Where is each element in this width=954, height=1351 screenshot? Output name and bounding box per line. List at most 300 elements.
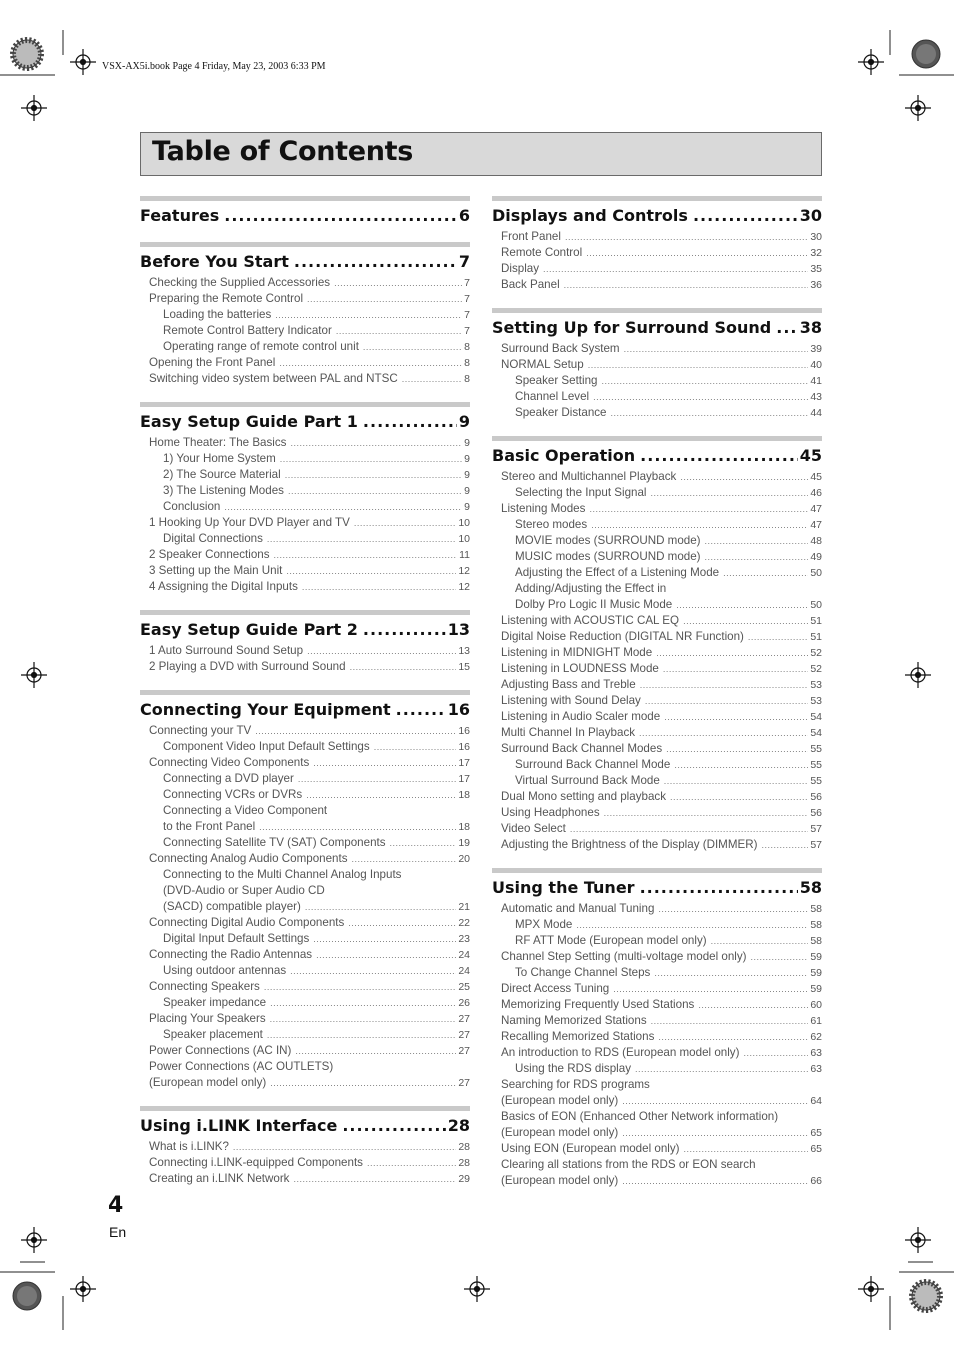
dot-leader [658, 901, 808, 917]
entry-title: Power Connections (AC IN) [149, 1044, 292, 1057]
entry-title: Recalling Memorized Stations [501, 1030, 655, 1043]
entry-title: RF ATT Mode (European model only) [515, 934, 707, 947]
toc-entry[interactable] [140, 643, 470, 659]
entry-title: Naming Memorized Stations [501, 1014, 647, 1027]
section-page: 58 [799, 878, 822, 897]
entry-title: Basics of EON (Enhanced Other Network information) [501, 1110, 779, 1123]
dot-leader [259, 819, 456, 835]
entry-page: 66 [810, 1175, 822, 1187]
dot-leader [288, 483, 462, 499]
entry-title: (SACD) compatible player) [163, 900, 301, 913]
toc-entry[interactable] [492, 1013, 822, 1029]
dot-leader [776, 317, 797, 339]
dot-leader [640, 877, 798, 899]
toc-entry[interactable] [140, 579, 470, 595]
entry-title: 2) The Source Material [163, 468, 281, 481]
section-rule [140, 610, 470, 615]
title-bar [140, 132, 822, 176]
toc-entry[interactable] [492, 629, 822, 645]
dot-leader [640, 445, 798, 467]
toc-entry[interactable] [140, 803, 470, 819]
entry-page: 25 [458, 981, 470, 993]
entry-title: Dual Mono setting and playback [501, 790, 666, 803]
toc-entry[interactable] [492, 949, 822, 965]
entry-title: Virtual Surround Back Mode [515, 774, 660, 787]
toc-section [140, 402, 470, 595]
print-header: VSX-AX5i.book Page 4 Friday, May 23, 2003 6:33 PM [102, 61, 326, 72]
toc-entry[interactable] [140, 451, 470, 467]
entry-title: Selecting the Input Signal [515, 486, 647, 499]
toc-entry[interactable] [492, 1141, 822, 1157]
entry-page: 27 [458, 1013, 470, 1025]
entry-page: 10 [458, 533, 470, 545]
entry-page: 8 [464, 341, 470, 353]
dot-leader [350, 659, 457, 675]
dot-leader [363, 339, 462, 355]
toc-entry[interactable] [492, 821, 822, 837]
toc-entry[interactable] [492, 1061, 822, 1077]
entry-page: 57 [810, 839, 822, 851]
toc-entry[interactable] [492, 597, 822, 613]
page-title: Table of Contents [152, 136, 414, 167]
toc-entry[interactable] [492, 1173, 822, 1189]
entry-page: 53 [810, 695, 822, 707]
entry-title: Digital Input Default Settings [163, 932, 310, 945]
dot-leader [305, 899, 456, 915]
toc-entry[interactable] [140, 819, 470, 835]
dot-leader [705, 549, 809, 565]
toc-entry[interactable] [140, 851, 470, 867]
dot-leader [622, 1125, 808, 1141]
entry-title: Conclusion [163, 500, 221, 513]
entry-page: 59 [810, 983, 822, 995]
toc-entry[interactable] [492, 981, 822, 997]
entry-page: 18 [458, 821, 470, 833]
dot-leader [396, 699, 446, 721]
dot-leader [651, 1013, 809, 1029]
toc-entry[interactable] [492, 789, 822, 805]
dot-leader [640, 677, 809, 693]
toc-entry[interactable] [492, 661, 822, 677]
entry-title: MUSIC modes (SURROUND mode) [515, 550, 701, 563]
toc-entry[interactable] [140, 515, 470, 531]
entry-page: 9 [464, 485, 470, 497]
dot-leader [748, 629, 808, 645]
page-number: 4 [108, 1193, 124, 1218]
dot-leader [676, 597, 808, 613]
dot-leader [651, 485, 809, 501]
toc-section-heading[interactable] [140, 205, 470, 227]
entry-page: 27 [458, 1029, 470, 1041]
entry-page: 16 [458, 725, 470, 737]
entry-page: 23 [458, 933, 470, 945]
entry-page: 54 [810, 727, 822, 739]
toc-entry[interactable] [492, 901, 822, 917]
dot-leader [664, 773, 809, 789]
dot-leader [570, 821, 808, 837]
entry-title: Component Video Input Default Settings [163, 740, 370, 753]
entry-page: 51 [810, 631, 822, 643]
toc-entry[interactable] [492, 1125, 822, 1141]
section-rule [492, 436, 822, 441]
dot-leader [306, 787, 456, 803]
entry-page: 56 [810, 791, 822, 803]
dot-leader [622, 1093, 808, 1109]
toc-section-heading[interactable] [140, 619, 470, 641]
dot-leader [602, 373, 809, 389]
toc-entry[interactable] [492, 693, 822, 709]
section-rule [492, 308, 822, 313]
section-title: Using the Tuner [492, 878, 635, 897]
entry-page: 52 [810, 663, 822, 675]
dot-leader [290, 435, 462, 451]
entry-page: 43 [810, 391, 822, 403]
entry-page: 18 [458, 789, 470, 801]
entry-title: Connecting Analog Audio Components [149, 852, 348, 865]
toc-section-heading[interactable] [492, 205, 822, 227]
toc-entry[interactable] [492, 245, 822, 261]
dot-leader [654, 965, 808, 981]
toc-entry[interactable] [492, 389, 822, 405]
toc-entry[interactable] [140, 787, 470, 803]
entry-page: 19 [458, 837, 470, 849]
toc-entry[interactable] [140, 755, 470, 771]
entry-title: Direct Access Tuning [501, 982, 610, 995]
section-page: 38 [799, 318, 822, 337]
toc-section [140, 196, 470, 227]
toc-entry[interactable] [492, 373, 822, 389]
toc-entry[interactable] [140, 531, 470, 547]
toc-entry[interactable] [492, 805, 822, 821]
entry-page: 61 [810, 1015, 822, 1027]
entry-title: Clearing all stations from the RDS or EON search [501, 1158, 756, 1171]
entry-page: 17 [458, 757, 470, 769]
dot-leader [402, 371, 462, 387]
entry-title: Dolby Pro Logic II Music Mode [515, 598, 673, 611]
entry-page: 32 [810, 247, 822, 259]
entry-title: (European model only) [149, 1076, 267, 1089]
entry-page: 60 [810, 999, 822, 1011]
dot-leader [684, 1141, 809, 1157]
toc-entry[interactable] [492, 917, 822, 933]
toc-entry[interactable] [140, 435, 470, 451]
dot-leader [674, 757, 808, 773]
toc-section [140, 1106, 470, 1187]
entry-title: MOVIE modes (SURROUND mode) [515, 534, 701, 547]
toc-entry[interactable] [492, 677, 822, 693]
entry-title: Connecting i.LINK-equipped Components [149, 1156, 363, 1169]
entry-page: 65 [810, 1143, 822, 1155]
section-page: 30 [799, 206, 822, 225]
toc-entry[interactable] [140, 1059, 470, 1075]
entry-title: Operating range of remote control unit [163, 340, 359, 353]
entry-title: Connecting Satellite TV (SAT) Components [163, 836, 386, 849]
toc-entry[interactable] [140, 915, 470, 931]
toc-entry[interactable] [492, 1045, 822, 1061]
entry-page: 59 [810, 951, 822, 963]
dot-leader [666, 741, 808, 757]
dot-leader [711, 933, 809, 949]
entry-page: 22 [458, 917, 470, 929]
toc-entry[interactable] [140, 899, 470, 915]
entry-title: Using outdoor antennas [163, 964, 287, 977]
toc-entry[interactable] [140, 947, 470, 963]
toc-section-heading[interactable] [140, 411, 470, 433]
toc-entry[interactable] [140, 1027, 470, 1043]
dot-leader [658, 1029, 808, 1045]
toc-entry[interactable] [140, 659, 470, 675]
toc-entry[interactable] [140, 995, 470, 1011]
toc-entry[interactable] [492, 837, 822, 853]
toc-entry[interactable] [492, 581, 822, 597]
entry-title: MPX Mode [515, 918, 573, 931]
dot-leader [342, 1115, 445, 1137]
entry-title: Listening with ACOUSTIC CAL EQ [501, 614, 680, 627]
dot-leader [295, 1043, 456, 1059]
toc-entry[interactable] [492, 549, 822, 565]
entry-page: 8 [464, 357, 470, 369]
toc-entry[interactable] [140, 1011, 470, 1027]
toc-entry[interactable] [492, 1157, 822, 1173]
entry-page: 36 [810, 279, 822, 291]
section-rule [492, 196, 822, 201]
toc-entry[interactable] [492, 501, 822, 517]
entry-page: 44 [810, 407, 822, 419]
section-page: 9 [458, 412, 470, 431]
entry-title: What is i.LINK? [149, 1140, 229, 1153]
toc-entry[interactable] [492, 277, 822, 293]
toc-entry[interactable] [492, 725, 822, 741]
entry-title: Front Panel [501, 230, 561, 243]
toc-entry[interactable] [140, 1075, 470, 1091]
entry-page: 49 [810, 551, 822, 563]
dot-leader [751, 949, 809, 965]
toc-section-heading[interactable] [140, 699, 470, 721]
toc-entry[interactable] [492, 933, 822, 949]
entry-page: 63 [810, 1063, 822, 1075]
dot-leader [586, 245, 808, 261]
toc-section-heading[interactable] [492, 445, 822, 467]
toc-entry[interactable] [140, 1155, 470, 1171]
toc-section [140, 610, 470, 675]
entry-page: 9 [464, 453, 470, 465]
toc-entry[interactable] [492, 485, 822, 501]
toc-entry[interactable] [140, 723, 470, 739]
entry-page: 47 [810, 503, 822, 515]
section-page: 6 [458, 206, 470, 225]
dot-leader [639, 725, 808, 741]
dot-leader [302, 579, 456, 595]
dot-leader [543, 261, 808, 277]
toc-entry[interactable] [140, 1139, 470, 1155]
section-title: Basic Operation [492, 446, 636, 465]
toc-entry[interactable] [492, 773, 822, 789]
entry-page: 26 [458, 997, 470, 1009]
entry-page: 7 [464, 293, 470, 305]
dot-leader [307, 643, 456, 659]
dot-leader [267, 531, 456, 547]
entry-title: 1) Your Home System [163, 452, 276, 465]
entry-title: Opening the Front Panel [149, 356, 276, 369]
toc-entry[interactable] [140, 483, 470, 499]
toc-entry[interactable] [492, 229, 822, 245]
toc-entry[interactable] [140, 883, 470, 899]
entry-page: 30 [810, 231, 822, 243]
entry-title: Stereo modes [515, 518, 588, 531]
section-rule [492, 868, 822, 873]
toc-entry[interactable] [492, 261, 822, 277]
dot-leader [279, 355, 462, 371]
toc-entry[interactable] [140, 1043, 470, 1059]
toc-entry[interactable] [140, 739, 470, 755]
entry-page: 28 [458, 1141, 470, 1153]
toc-entry[interactable] [140, 771, 470, 787]
dot-leader [298, 771, 456, 787]
entry-page: 10 [458, 517, 470, 529]
dot-leader [352, 851, 457, 867]
dot-leader [290, 963, 456, 979]
toc-entry[interactable] [492, 405, 822, 421]
toc-section [140, 242, 470, 387]
entry-page: 48 [810, 535, 822, 547]
section-rule [140, 690, 470, 695]
dot-leader [354, 515, 456, 531]
dot-leader [613, 981, 808, 997]
dot-leader [313, 755, 456, 771]
entry-page: 29 [458, 1173, 470, 1185]
dot-leader [593, 389, 808, 405]
entry-page: 7 [464, 277, 470, 289]
toc-entry[interactable] [492, 341, 822, 357]
toc-entry[interactable] [492, 1029, 822, 1045]
dot-leader [313, 931, 456, 947]
toc-entry[interactable] [140, 867, 470, 883]
entry-page: 9 [464, 437, 470, 449]
entry-page: 24 [458, 949, 470, 961]
toc-section-heading[interactable] [492, 317, 822, 339]
toc-section-heading[interactable] [140, 1115, 470, 1137]
entry-title: Adding/Adjusting the Effect in [515, 582, 667, 595]
toc-entry[interactable] [140, 355, 470, 371]
dot-leader [588, 357, 809, 373]
section-rule [140, 196, 470, 201]
toc-entry[interactable] [140, 467, 470, 483]
entry-page: 51 [810, 615, 822, 627]
toc-entry[interactable] [492, 709, 822, 725]
entry-title: Listening in MIDNIGHT Mode [501, 646, 653, 659]
toc-entry[interactable] [140, 291, 470, 307]
toc-entry[interactable] [492, 645, 822, 661]
toc-section-heading[interactable] [492, 877, 822, 899]
toc-entry[interactable] [140, 307, 470, 323]
dot-leader [224, 499, 462, 515]
dot-leader [334, 275, 462, 291]
toc-entry[interactable] [140, 1171, 470, 1187]
toc-column-left [140, 196, 470, 1202]
dot-leader [336, 323, 462, 339]
dot-leader [280, 451, 462, 467]
toc-entry[interactable] [140, 275, 470, 291]
toc-entry[interactable] [492, 965, 822, 981]
entry-title: Listening Modes [501, 502, 586, 515]
toc-entry[interactable] [140, 371, 470, 387]
toc-entry[interactable] [492, 741, 822, 757]
dot-leader [604, 805, 809, 821]
entry-title: Surround Back Channel Modes [501, 742, 663, 755]
entry-title: (European model only) [501, 1094, 619, 1107]
toc-entry[interactable] [492, 517, 822, 533]
dot-leader [743, 1045, 808, 1061]
entry-page: 64 [810, 1095, 822, 1107]
toc-entry[interactable] [140, 563, 470, 579]
entry-title: Speaker impedance [163, 996, 267, 1009]
toc-entry[interactable] [140, 835, 470, 851]
entry-page: 50 [810, 599, 822, 611]
toc-entry[interactable] [140, 339, 470, 355]
entry-page: 9 [464, 469, 470, 481]
toc-entry[interactable] [140, 963, 470, 979]
section-title: Displays and Controls [492, 206, 688, 225]
dot-leader [294, 251, 457, 273]
entry-title: Surround Back Channel Mode [515, 758, 671, 771]
toc-entry[interactable] [492, 1093, 822, 1109]
entry-page: 20 [458, 853, 470, 865]
toc-entry[interactable] [492, 997, 822, 1013]
dot-leader [693, 205, 798, 227]
entry-page: 17 [458, 773, 470, 785]
entry-title: Channel Step Setting (multi-voltage model only) [501, 950, 747, 963]
toc-entry[interactable] [492, 533, 822, 549]
entry-page: 7 [464, 309, 470, 321]
entry-page: 58 [810, 919, 822, 931]
toc-section-heading[interactable] [140, 251, 470, 273]
dot-leader [293, 1171, 456, 1187]
toc-entry[interactable] [140, 323, 470, 339]
entry-title: Connecting VCRs or DVRs [163, 788, 303, 801]
toc-entry[interactable] [492, 757, 822, 773]
toc-entry[interactable] [492, 469, 822, 485]
toc-entry[interactable] [492, 357, 822, 373]
entry-title: Power Connections (AC OUTLETS) [149, 1060, 334, 1073]
toc-entry[interactable] [492, 1109, 822, 1125]
entry-page: 58 [810, 935, 822, 947]
toc-entry[interactable] [492, 565, 822, 581]
section-page: 28 [447, 1116, 470, 1135]
toc-entry[interactable] [492, 613, 822, 629]
entry-page: 55 [810, 743, 822, 755]
entry-page: 12 [458, 581, 470, 593]
entry-page: 45 [810, 471, 822, 483]
toc-entry[interactable] [140, 979, 470, 995]
dot-leader [723, 565, 808, 581]
toc-section [492, 436, 822, 853]
entry-title: (European model only) [501, 1126, 619, 1139]
toc-entry[interactable] [492, 1077, 822, 1093]
entry-title: to the Front Panel [163, 820, 256, 833]
dot-leader [565, 229, 808, 245]
toc-entry[interactable] [140, 931, 470, 947]
dot-leader [274, 547, 458, 563]
entry-page: 27 [458, 1077, 470, 1089]
toc-entry[interactable] [140, 499, 470, 515]
dot-leader [761, 837, 808, 853]
entry-title: Listening in Audio Scaler mode [501, 710, 661, 723]
entry-title: Connecting Speakers [149, 980, 260, 993]
entry-title: (DVD-Audio or Super Audio CD [163, 884, 325, 897]
entry-title: 3) The Listening Modes [163, 484, 284, 497]
toc-entry[interactable] [140, 547, 470, 563]
dot-leader [564, 277, 809, 293]
